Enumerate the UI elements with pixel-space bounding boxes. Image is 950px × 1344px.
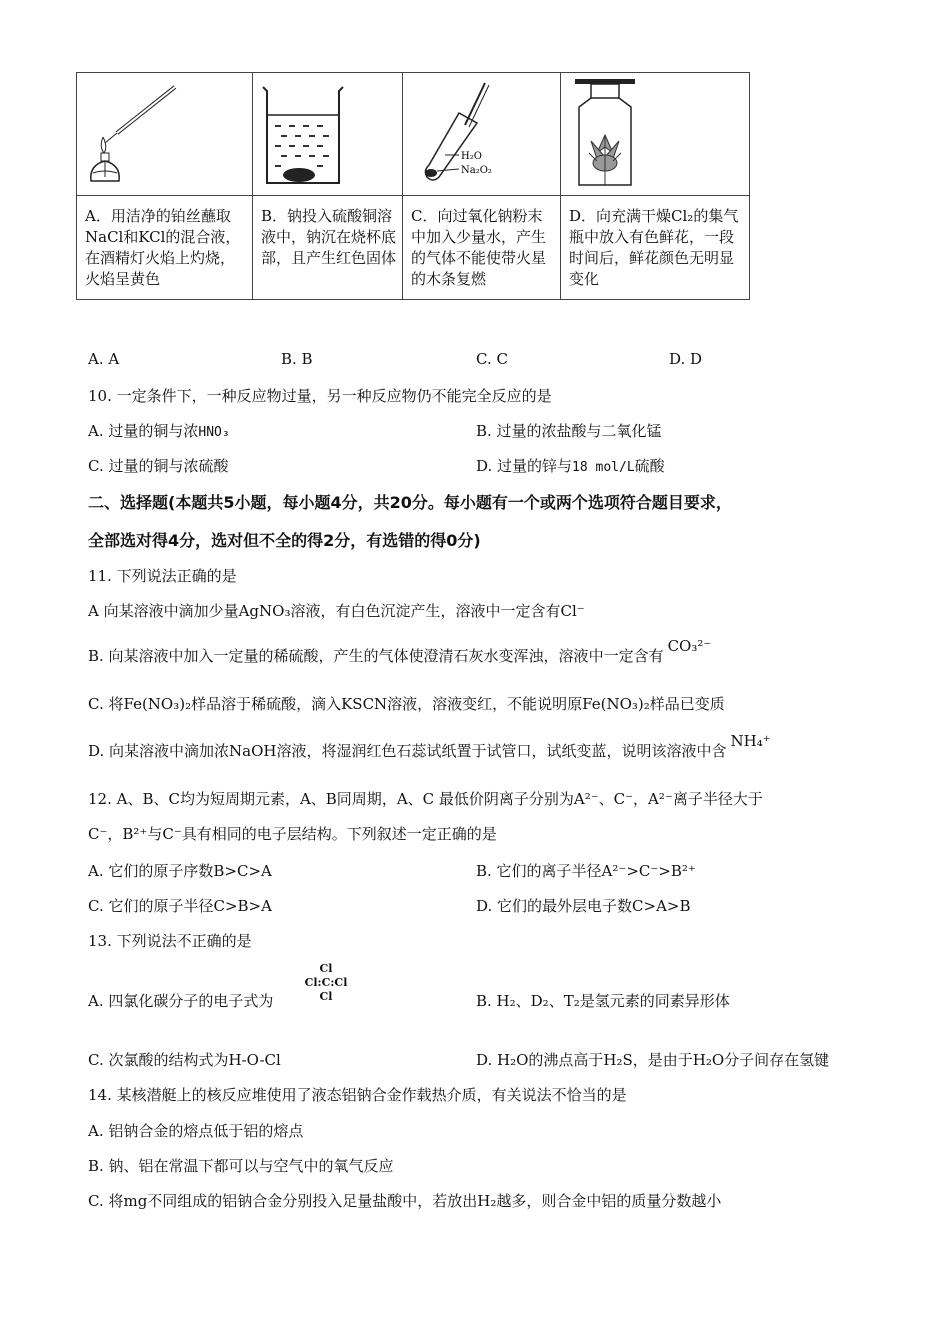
q14-option-a: A. 铝钠合金的熔点低于铝的熔点 (88, 1122, 304, 1140)
figure-d-cell (561, 73, 750, 196)
q14-option-b: B. 钠、铝在常温下都可以与空气中的氧气反应 (88, 1157, 394, 1175)
q13-option-c: C. 次氯酸的结构式为H-O-Cl (88, 1051, 281, 1069)
q12-option-c: C. 它们的原子半径C>B>A (88, 897, 272, 915)
q13-option-d: D. H₂O的沸点高于H₂S，是由于H₂O分子间存在氢键 (476, 1051, 830, 1069)
gas-jar-flower-figure (561, 73, 749, 195)
caption-d: D．向充满干燥Cl₂的集气瓶中放入有色鲜花，一段时间后，鲜花颜色无明显变化 (561, 196, 750, 300)
q10-option-a: A. 过量的铜与浓HNO₃ (88, 422, 230, 440)
q14-option-c: C. 将mg不同组成的铝钠合金分别投入足量盐酸中，若放出H₂越多，则合金中铝的质量分数越小 (88, 1192, 722, 1210)
beaker-figure (253, 73, 402, 195)
q10-option-d: D. 过量的锌与18 mol/L硫酸 (476, 457, 665, 475)
caption-row (77, 196, 750, 300)
q13-stem: 13. 下列说法不正确的是 (88, 932, 252, 950)
q10-option-b: B. 过量的浓盐酸与二氧化锰 (476, 422, 662, 440)
flame-test-figure (77, 73, 252, 195)
q11-option-d: D. 向某溶液中滴加浓NaOH溶液，将湿润红色石蕊试纸置于试管口，试纸变蓝，说明该溶液中含NH₄⁺ (88, 732, 771, 760)
label-h2o: H₂O (461, 151, 482, 162)
q9-option-c: C. C (476, 350, 508, 368)
q10-stem: 10. 一定条件下，一种反应物过量，另一种反应物仍不能完全反应的是 (88, 387, 552, 405)
q12-stem-line2: C⁻，B²⁺与C⁻具有相同的电子层结构。下列叙述一定正确的是 (88, 825, 497, 843)
q9-option-a: A. A (88, 350, 120, 368)
caption-b: B．钠投入硫酸铜溶液中，钠沉在烧杯底部，且产生红色固体 (253, 196, 403, 300)
figure-row (77, 73, 750, 196)
carbonate-ion: CO₃²⁻ (667, 637, 712, 655)
q14-stem: 14. 某核潜艇上的核反应堆使用了液态铝钠合金作载热介质，有关说法不恰当的是 (88, 1086, 627, 1104)
section2-line1: 二、选择题(本题共5小题，每小题4分，共20分。每小题有一个或两个选项符合题目要求， (88, 493, 732, 512)
q11-stem: 11. 下列说法正确的是 (88, 567, 237, 585)
figure-a-cell (77, 73, 253, 196)
experiment-table (76, 72, 750, 300)
test-tube-figure (403, 73, 560, 195)
section2-line2: 全部选对得4分，选对但不全的得2分，有选错的得0分) (88, 531, 481, 550)
q9-option-d: D. D (669, 350, 703, 368)
q10-option-c: C. 过量的铜与浓硫酸 (88, 457, 229, 475)
ammonium-ion: NH₄⁺ (730, 732, 771, 750)
figure-b-cell (253, 73, 403, 196)
label-na2o2: Na₂O₂ (461, 165, 492, 176)
caption-c: C．向过氧化钠粉末中加入少量水，产生的气体不能使带火星的木条复燃 (403, 196, 561, 300)
q13-option-b: B. H₂、D₂、T₂是氢元素的同素异形体 (476, 992, 730, 1010)
q12-stem-line1: 12. A、B、C均为短周期元素，A、B同周期，A、C 最低价阴离子分别为A²⁻、C⁻，A²⁻离子半径大于 (88, 790, 763, 808)
q12-option-d: D. 它们的最外层电子数C>A>B (476, 897, 691, 915)
q11-option-c: C. 将Fe(NO₃)₂样品溶于稀硫酸，滴入KSCN溶液，溶液变红，不能说明原Fe(NO₃)₂样品已变质 (88, 695, 725, 713)
ccl4-lewis-structure: Cl Cl:C:Cl Cl (304, 962, 348, 1003)
q11-option-a: A 向某溶液中滴加少量AgNO₃溶液，有白色沉淀产生，溶液中一定含有Cl⁻ (88, 602, 585, 620)
q9-option-b: B. B (281, 350, 313, 368)
caption-a: A．用洁净的铂丝蘸取NaCl和KCl的混合液，在酒精灯火焰上灼烧，火焰呈黄色 (77, 196, 253, 300)
figure-c-cell (403, 73, 561, 196)
q11-option-b: B. 向某溶液中加入一定量的稀硫酸，产生的气体使澄清石灰水变浑浊，溶液中一定含有CO₃²⁻ (88, 637, 712, 665)
q12-option-b: B. 它们的离子半径A²⁻>C⁻>B²⁺ (476, 862, 696, 880)
q13-option-a: A. 四氯化碳分子的电子式为 (88, 992, 274, 1010)
q12-option-a: A. 它们的原子序数B>C>A (88, 862, 272, 880)
